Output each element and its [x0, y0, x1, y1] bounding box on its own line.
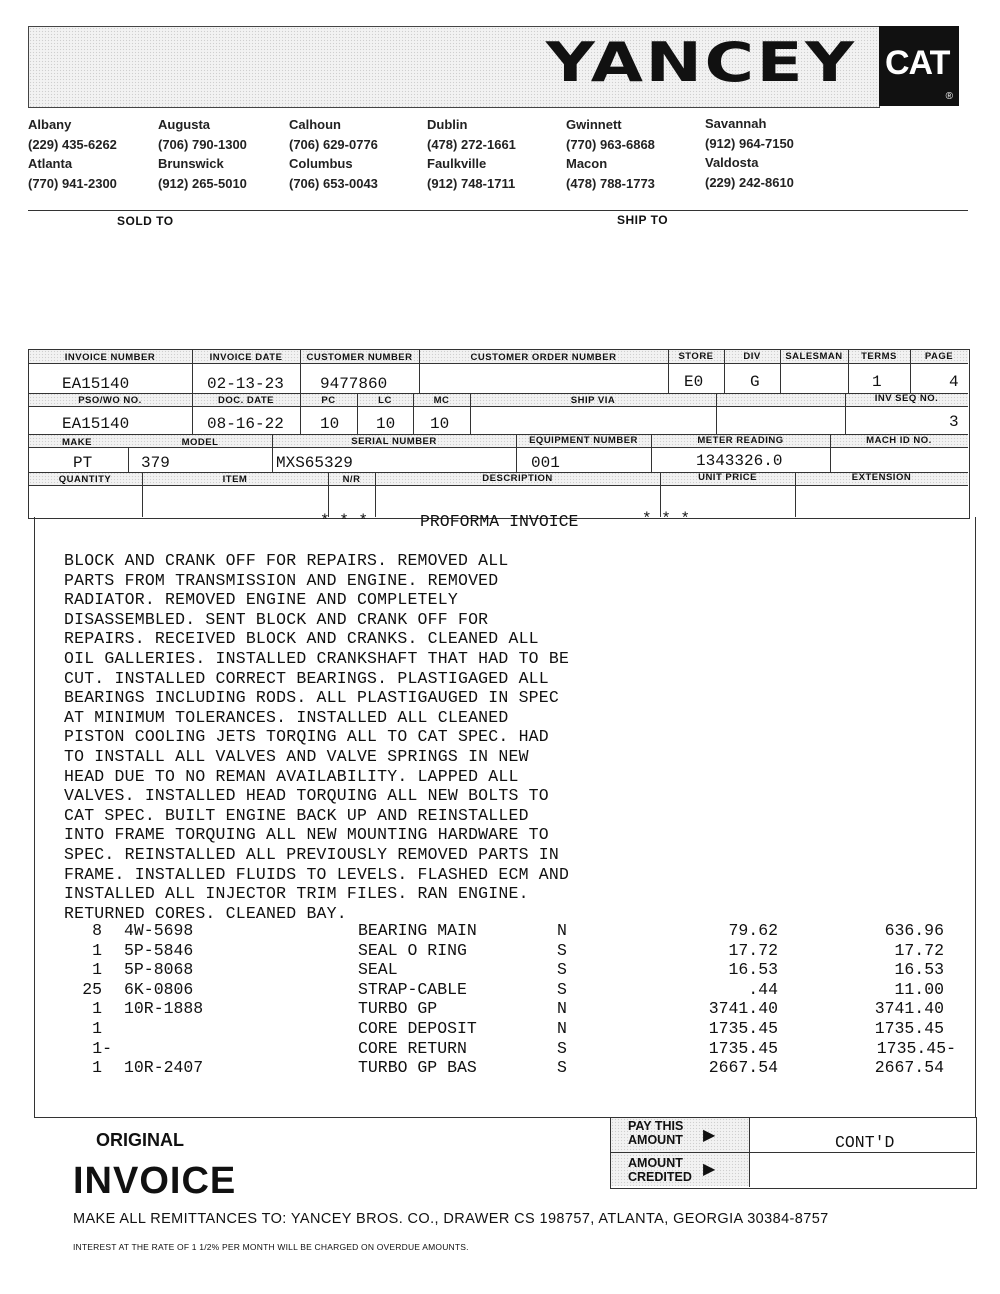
customer-number: 9477860 [320, 375, 388, 393]
item-description: CORE RETURN [358, 1038, 467, 1058]
terms-label: TERMS [861, 351, 897, 362]
narrative-line: VALVES. INSTALLED HEAD TORQUING ALL NEW BOLTS TO [64, 786, 549, 806]
quantity-label: QUANTITY [58, 474, 112, 485]
mc-value: 10 [430, 415, 450, 433]
item-extension: 636.96 [884, 921, 944, 940]
nr-label: N/R [342, 474, 361, 485]
invoice-date-label: INVOICE DATE [209, 352, 283, 363]
item-unit-price: 16.53 [728, 960, 778, 980]
model-label: MODEL [181, 437, 219, 448]
lc-label: LC [378, 395, 392, 406]
item-number: 10R-2407 [124, 1058, 204, 1078]
sold-to-label: SOLD TO [117, 214, 174, 228]
store-label: STORE [678, 351, 714, 362]
branch-phone: (770) 941-2300 [28, 175, 117, 191]
branch-city: Macon [566, 156, 608, 171]
item-extension: 16.53 [894, 960, 944, 980]
branch-phone: (912) 265-5010 [158, 175, 247, 191]
narrative-line: BLOCK AND CRANK OFF FOR REPAIRS. REMOVED ALL [64, 551, 509, 570]
item-extension: 3741.40 [874, 999, 944, 1019]
branch-city: Atlanta [28, 156, 73, 171]
credited-arrow-icon: ▶ [703, 1161, 716, 1178]
item-label: ITEM [222, 474, 248, 485]
header-band [28, 26, 880, 108]
branch-city: Columbus [289, 156, 353, 171]
branch-city: Savannah [705, 116, 767, 131]
divider [28, 210, 968, 211]
serial-number: MXS65329 [276, 454, 353, 472]
narrative-line: DISASSEMBLED. SENT BLOCK AND CRANK OFF FOR [64, 609, 489, 629]
proforma-title: PROFORMA INVOICE [420, 512, 579, 531]
item-description: SEAL [358, 960, 398, 980]
registered-mark-icon: ® [945, 91, 953, 102]
branch-phone: (229) 435-6262 [28, 136, 117, 152]
item-unit-price: .44 [748, 979, 778, 999]
ship-via-label: SHIP VIA [570, 395, 616, 406]
item-nr: N [557, 1019, 567, 1038]
unit-price-label: UNIT PRICE [698, 472, 757, 483]
item-nr: N [557, 921, 567, 940]
narrative-line: INTO FRAME TORQUING ALL NEW MOUNTING HARDWARE TO [64, 825, 549, 845]
item-number: 5P-5846 [124, 940, 194, 960]
branch-phone: (912) 748-1711 [427, 175, 516, 191]
item-quantity: 1 [92, 940, 102, 960]
pc-value: 10 [320, 415, 340, 433]
branch-city: Dublin [427, 117, 468, 132]
item-quantity: 1- [92, 1038, 112, 1058]
branch-phone: (706) 653-0043 [289, 175, 378, 191]
lc-value: 10 [376, 415, 396, 433]
item-nr: S [557, 1038, 567, 1058]
branch-phone: (478) 788-1773 [566, 175, 655, 191]
pso-wo-label: PSO/WO NO. [78, 395, 142, 406]
narrative-line: PARTS FROM TRANSMISSION AND ENGINE. REMOVED [64, 570, 499, 590]
inv-seq-label: INV SEQ NO. [874, 393, 939, 404]
item-nr: S [557, 1058, 567, 1078]
branch-column [566, 115, 655, 193]
repair-narrative [64, 551, 569, 923]
item-extension: 1735.45- [876, 1038, 956, 1058]
customer-order-number-label: CUSTOMER ORDER NUMBER [470, 352, 617, 363]
branch-city: Faulkville [427, 156, 487, 171]
item-unit-price: 3741.40 [708, 999, 778, 1019]
branch-column [158, 115, 247, 193]
item-extension: 17.72 [894, 940, 944, 960]
item-quantity: 1 [92, 999, 102, 1019]
amount-credited-label: AMOUNT CREDITED [628, 1156, 692, 1184]
cat-logo [879, 26, 959, 106]
proforma-stars-right: * * * [642, 510, 691, 528]
narrative-line: BEARINGS INCLUDING RODS. ALL PLASTIGAUGED IN SPEC [64, 688, 559, 708]
item-extension: 11.00 [894, 979, 944, 999]
make-value: PT [73, 454, 93, 472]
original-label: ORIGINAL [96, 1130, 184, 1150]
invoice-number-label: INVOICE NUMBER [64, 352, 156, 363]
item-quantity: 8 [92, 921, 102, 940]
make-label: MAKE [62, 437, 92, 448]
narrative-line: OIL GALLERIES. INSTALLED CRANKSHAFT THAT HAD TO BE [64, 648, 570, 668]
cat-logo-text: CAT [885, 44, 950, 82]
invoice-number: EA15140 [62, 375, 130, 393]
invoice-date: 02-13-23 [207, 375, 284, 393]
pay-arrow-icon: ▶ [703, 1127, 716, 1144]
doc-date: 08-16-22 [207, 415, 284, 433]
narrative-line: CUT. INSTALLED CORRECT BEARINGS. PLASTIGAGED ALL [64, 668, 549, 688]
pso-wo-number: EA15140 [62, 415, 130, 433]
meter-reading: 1343326.0 [696, 452, 783, 470]
pay-amount-value: CONT'D [835, 1133, 895, 1152]
item-unit-price: 1735.45 [708, 1019, 778, 1038]
item-unit-price: 79.62 [728, 921, 778, 940]
item-nr: S [557, 979, 567, 999]
item-description: CORE DEPOSIT [358, 1019, 477, 1038]
item-description: TURBO GP BAS [358, 1058, 477, 1078]
item-nr: N [557, 999, 567, 1019]
branch-city: Valdosta [705, 155, 759, 170]
mc-label: MC [433, 395, 450, 406]
item-number: 6K-0806 [124, 979, 194, 999]
model-value: 379 [141, 454, 170, 472]
ship-to-label: SHIP TO [617, 213, 669, 227]
item-extension: 2667.54 [874, 1058, 944, 1078]
branch-column [427, 115, 516, 193]
narrative-line: INSTALLED ALL INJECTOR TRIM FILES. RAN ENGINE. [64, 884, 529, 904]
store-value: E0 [684, 373, 704, 391]
yancey-logo: YANCEY [546, 31, 857, 94]
narrative-line: AT MINIMUM TOLERANCES. INSTALLED ALL CLEANED [64, 707, 509, 727]
item-unit-price: 2667.54 [708, 1058, 778, 1078]
branch-column [289, 115, 378, 193]
doc-date-label: DOC. DATE [217, 395, 275, 406]
item-unit-price: 17.72 [728, 940, 778, 960]
inv-seq-value: 3 [949, 413, 959, 431]
equipment-number: 001 [531, 454, 560, 472]
item-number: 10R-1888 [124, 999, 204, 1019]
branch-phone: (912) 964-7150 [705, 135, 794, 151]
item-quantity: 25 [82, 979, 102, 999]
branch-city: Calhoun [289, 117, 341, 132]
description-label: DESCRIPTION [482, 473, 553, 484]
customer-number-label: CUSTOMER NUMBER [306, 352, 413, 363]
item-extension: 1735.45 [874, 1019, 944, 1038]
narrative-line: REPAIRS. RECEIVED BLOCK AND CRANKS. CLEANED ALL [64, 629, 539, 649]
item-description: BEARING MAIN [358, 921, 477, 940]
serial-number-label: SERIAL NUMBER [351, 436, 437, 447]
terms-value: 1 [872, 373, 882, 391]
branch-city: Augusta [158, 117, 210, 132]
item-description: STRAP-CABLE [358, 979, 467, 999]
pc-label: PC [321, 395, 336, 406]
item-quantity: 1 [92, 1019, 102, 1038]
item-number: 5P-8068 [124, 960, 194, 980]
item-description: SEAL O RING [358, 940, 467, 960]
narrative-line: PISTON COOLING JETS TORQING ALL TO CAT SPEC. HAD [64, 727, 549, 747]
proforma-stars-left: * * * [320, 512, 369, 530]
div-label: DIV [743, 351, 761, 362]
item-quantity: 1 [92, 1058, 102, 1078]
branch-phone: (706) 790-1300 [158, 136, 247, 152]
narrative-line: HEAD DUE TO NO REMAN AVAILABILITY. LAPPED ALL [64, 766, 519, 786]
narrative-line: CAT SPEC. BUILT ENGINE BACK UP AND REINSTALLED [64, 805, 529, 825]
div-value: G [750, 373, 760, 391]
meter-reading-label: METER READING [697, 435, 784, 446]
item-unit-price: 1735.45 [708, 1038, 778, 1058]
remittance-address: MAKE ALL REMITTANCES TO: YANCEY BROS. CO., DRAWER CS 198757, ATLANTA, GEORGIA 30384-8757 [73, 1211, 829, 1227]
narrative-line: FRAME. INSTALLED FLUIDS TO LEVELS. FLASHED ECM AND [64, 864, 570, 884]
salesman-label: SALESMAN [785, 351, 843, 362]
branch-phone: (770) 963-6868 [566, 136, 655, 152]
branch-phone: (706) 629-0776 [289, 136, 378, 152]
narrative-line: TO INSTALL ALL VALVES AND VALVE SPRINGS IN NEW [64, 746, 529, 766]
narrative-line: RADIATOR. REMOVED ENGINE AND COMPLETELY [64, 590, 458, 610]
branch-city: Gwinnett [566, 117, 622, 132]
item-quantity: 1 [92, 960, 102, 980]
branch-city: Brunswick [158, 156, 224, 171]
branch-city: Albany [28, 117, 72, 132]
branch-column [28, 115, 117, 193]
mach-id-label: MACH ID NO. [866, 435, 932, 446]
branch-phone: (478) 272-1661 [427, 136, 516, 152]
equipment-number-label: EQUIPMENT NUMBER [529, 435, 638, 446]
page-label: PAGE [924, 351, 954, 362]
item-description: TURBO GP [358, 999, 438, 1019]
narrative-line: SPEC. REINSTALLED ALL PREVIOUSLY REMOVED PARTS IN [64, 844, 559, 864]
pay-this-amount-label: PAY THIS AMOUNT [628, 1119, 684, 1147]
narrative-line: RETURNED CORES. CLEANED BAY. [64, 903, 347, 923]
item-nr: S [557, 960, 567, 980]
interest-notice: INTEREST AT THE RATE OF 1 1/2% PER MONTH WILL BE CHARGED ON OVERDUE AMOUNTS. [73, 1242, 469, 1252]
item-nr: S [557, 940, 567, 960]
item-number: 4W-5698 [124, 921, 194, 940]
invoice-heading: INVOICE [73, 1160, 237, 1202]
page-value: 4 [949, 373, 959, 391]
extension-label: EXTENSION [851, 472, 912, 483]
branch-phone: (229) 242-8610 [705, 174, 794, 190]
branch-column [705, 114, 794, 192]
